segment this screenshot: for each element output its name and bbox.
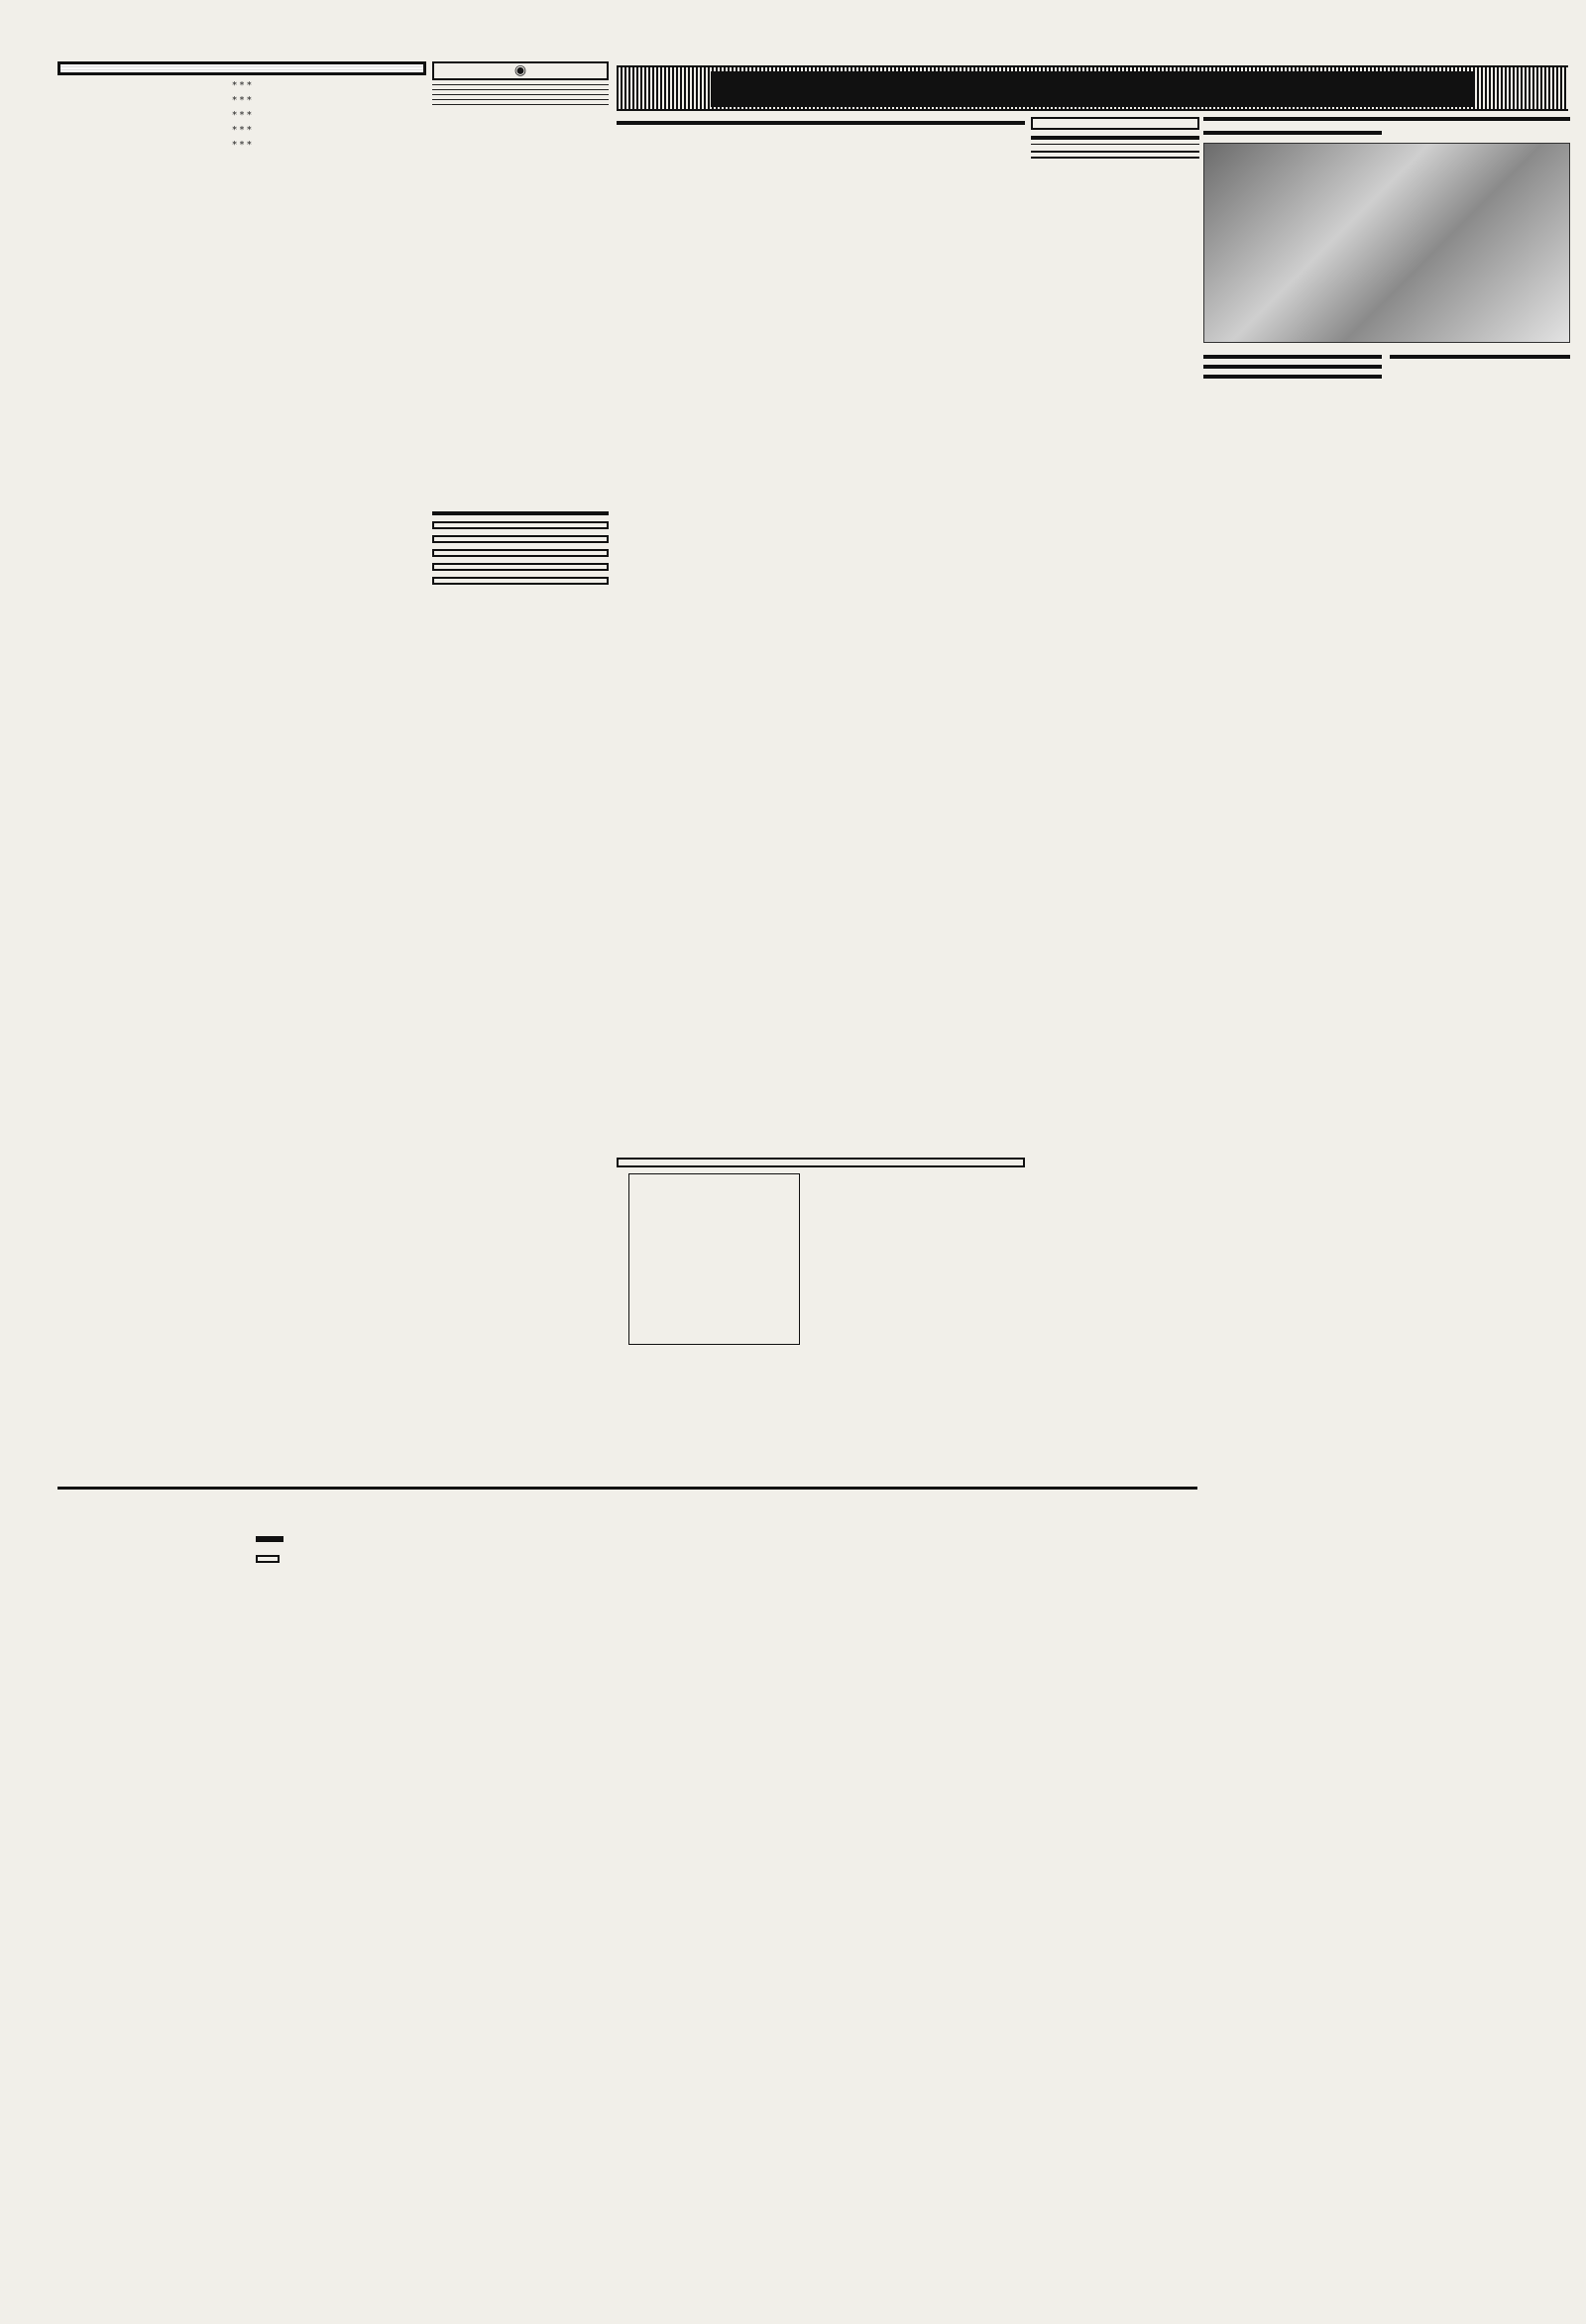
makedonia-emblem-icon: ◉ — [513, 62, 527, 78]
synavliai-header — [1203, 375, 1382, 379]
grammata-column — [1203, 117, 1570, 2218]
calendar-box — [1031, 117, 1199, 130]
serial-section — [57, 1487, 1197, 2309]
serial-subtitle — [256, 1555, 280, 1563]
serial-author — [256, 1536, 283, 1542]
grammata-theatra-header — [1203, 131, 1382, 135]
anekdoton-header — [432, 521, 609, 529]
separator-stars: * * * — [232, 96, 252, 106]
orchestra-photo — [1203, 143, 1570, 343]
separator-stars: * * * — [232, 81, 252, 91]
filosofia-header — [432, 535, 609, 543]
farmakeia-header — [432, 563, 609, 571]
nosokomeia-header — [432, 577, 609, 585]
crossword-grid — [628, 1173, 800, 1345]
provolai-header — [1203, 365, 1382, 369]
makedonika-banner-title — [711, 71, 1474, 107]
separator-stars: * * * — [232, 111, 252, 121]
makedonika-banner — [617, 65, 1568, 111]
thessaloniki-signature — [297, 1455, 426, 1471]
crossword-section — [617, 1158, 1025, 1465]
thessaloniki-column — [57, 61, 426, 1469]
theamata-header — [1031, 136, 1199, 140]
crossword-header — [617, 1158, 1025, 1167]
dialexeis-header — [1390, 355, 1570, 359]
kinimatografoi-header — [1031, 151, 1199, 159]
poiisi-header — [432, 511, 609, 515]
thessaloniki-title — [57, 61, 426, 75]
kinimatografos-title — [617, 121, 1025, 125]
grammata-header — [1203, 117, 1570, 121]
theatra-subheader — [1031, 144, 1199, 145]
makedonia-logo — [432, 61, 609, 80]
makedonia-info-box — [432, 61, 609, 498]
features-column — [432, 505, 609, 1496]
separator-stars: * * * — [232, 126, 252, 136]
kinimatografos-article — [617, 117, 1025, 1158]
provlima-header — [432, 549, 609, 557]
ektheseis-header — [1203, 355, 1382, 359]
separator-stars: * * * — [232, 141, 252, 151]
